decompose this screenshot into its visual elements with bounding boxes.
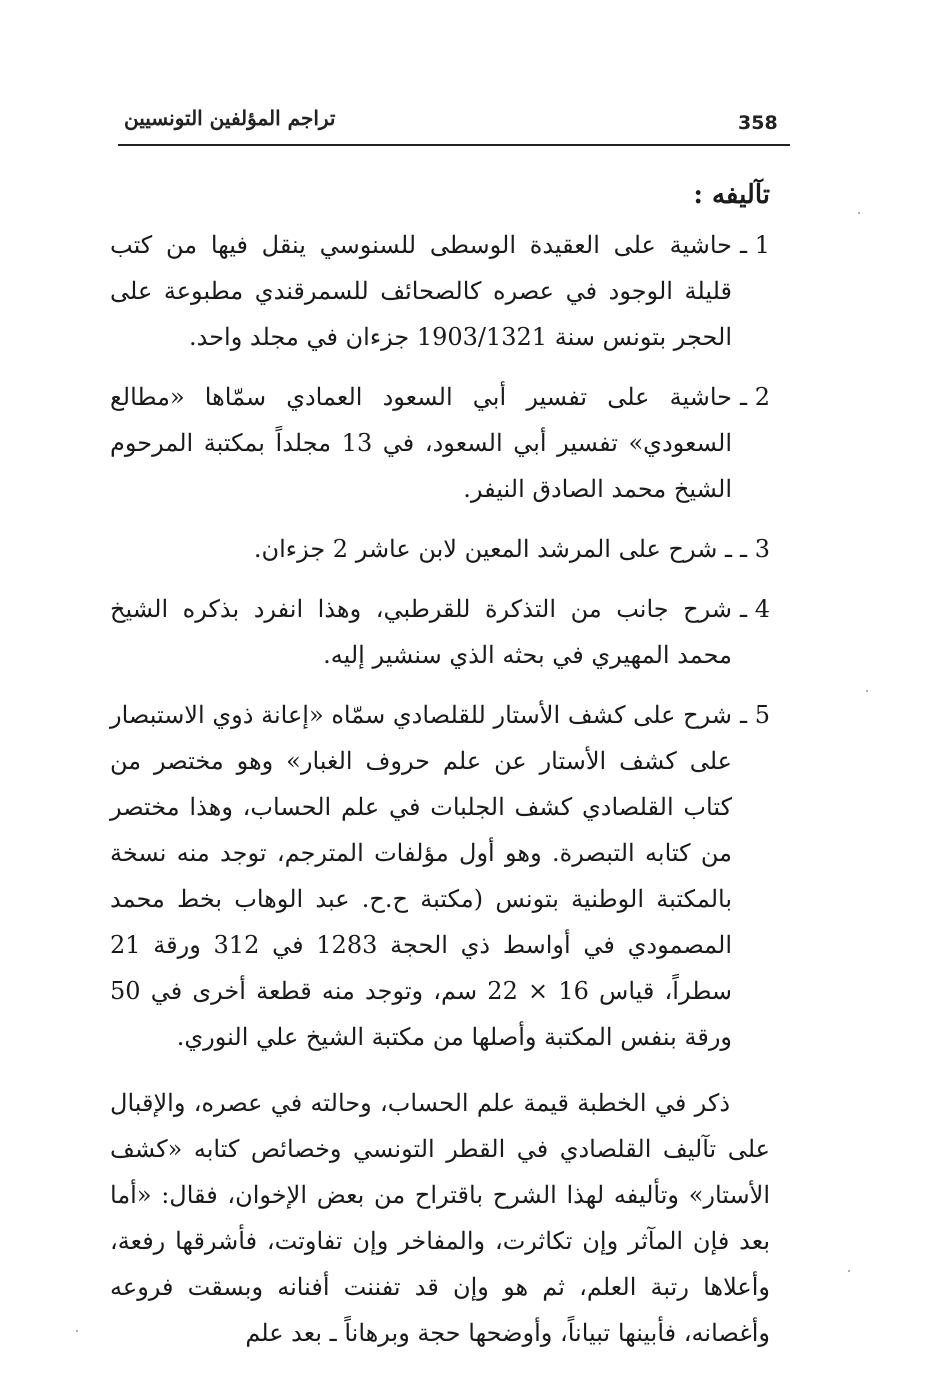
list-item xyxy=(110,586,770,678)
page-number: 358 xyxy=(738,112,778,134)
section-heading: تآليفه : xyxy=(693,180,770,210)
list-item-text: ـ شرح على المرشد المعين لابن عاشر 2 جزءان. xyxy=(253,535,732,563)
list-item xyxy=(110,374,770,512)
list-item-text: حاشية على العقيدة الوسطى للسنوسي ينقل فيها من كتب قليلة الوجود في عصره كالصحائف للسمرقندي مطبوعة على الحجر بتونس سنة 1903/1321 جزءان في مجلد واحد. xyxy=(110,231,732,351)
list-item-number: 3 ـ xyxy=(740,535,770,563)
body-paragraph: ذكر في الخطبة قيمة علم الحساب، وحالته في عصره، والإقبال على تآليف القلصادي في القطر التونسي وخصائص كتابه «كشف الأستار» وتأليفه لهذا الشرح باقتراح من بعض الإخوان، فقال: «أما بعد فإن المآثر وإن تكاثرت، والمفاخر وإن تفاوتت، فأشرقها رفعة، وأعلاها رتبة العلم، ثم هو وإن قد تفننت أفنانه وبسقت فروعه وأغصانه، فأبينها تبياناً، وأوضحها حجة وبرهاناً ـ بعد علم xyxy=(110,1089,770,1347)
list-item xyxy=(110,526,770,572)
scan-speck xyxy=(76,1330,78,1332)
list-item-text: شرح على كشف الأستار للقلصادي سمّاه «إعانة ذوي الاستبصار على كشف الأستار عن علم حروف الغبار» وهو مختصر من كتاب القلصادي كشف الجلبات في علم الحساب، وهذا مختصر من كتابه التبصرة. وهو أول مؤلفات المترجم، توجد منه نسخة بالمكتبة الوطنية بتونس (مكتبة ح.ح. عبد الوهاب بخط محمد المصمودي في أواسط ذي الحجة 1283 في 312 ورقة 21 سطراً، قياس 16 × 22 سم، وتوجد منه قطعة أخرى في 50 ورقة بنفس المكتبة وأصلها من مكتبة الشيخ علي النوري. xyxy=(110,701,733,1051)
scan-speck xyxy=(858,212,860,214)
scan-speck xyxy=(866,690,868,692)
list-item xyxy=(110,692,770,1060)
running-title: تراجم المؤلفين التونسيين xyxy=(124,106,336,130)
list-item-text: حاشية على تفسير أبي السعود العمادي سمّاها «مطالع السعودي» تفسير أبي السعود، في 13 مجلداً بمكتبة المرحوم الشيخ محمد الصادق النيفر. xyxy=(110,383,733,503)
list-item-number: 1 ـ xyxy=(740,231,770,259)
list-item xyxy=(110,222,770,360)
page-body xyxy=(110,172,770,1356)
list-item-number: 4 ـ xyxy=(740,595,770,623)
list-item-number: 2 ـ xyxy=(740,383,770,411)
scan-speck xyxy=(848,1270,850,1272)
page-header xyxy=(118,100,790,146)
list-item-text: شرح جانب من التذكرة للقرطبي، وهذا انفرد بذكره الشيخ محمد المهيري في بحثه الذي سنشير إليه. xyxy=(110,595,732,669)
list-item-number: 5 ـ xyxy=(740,701,770,729)
